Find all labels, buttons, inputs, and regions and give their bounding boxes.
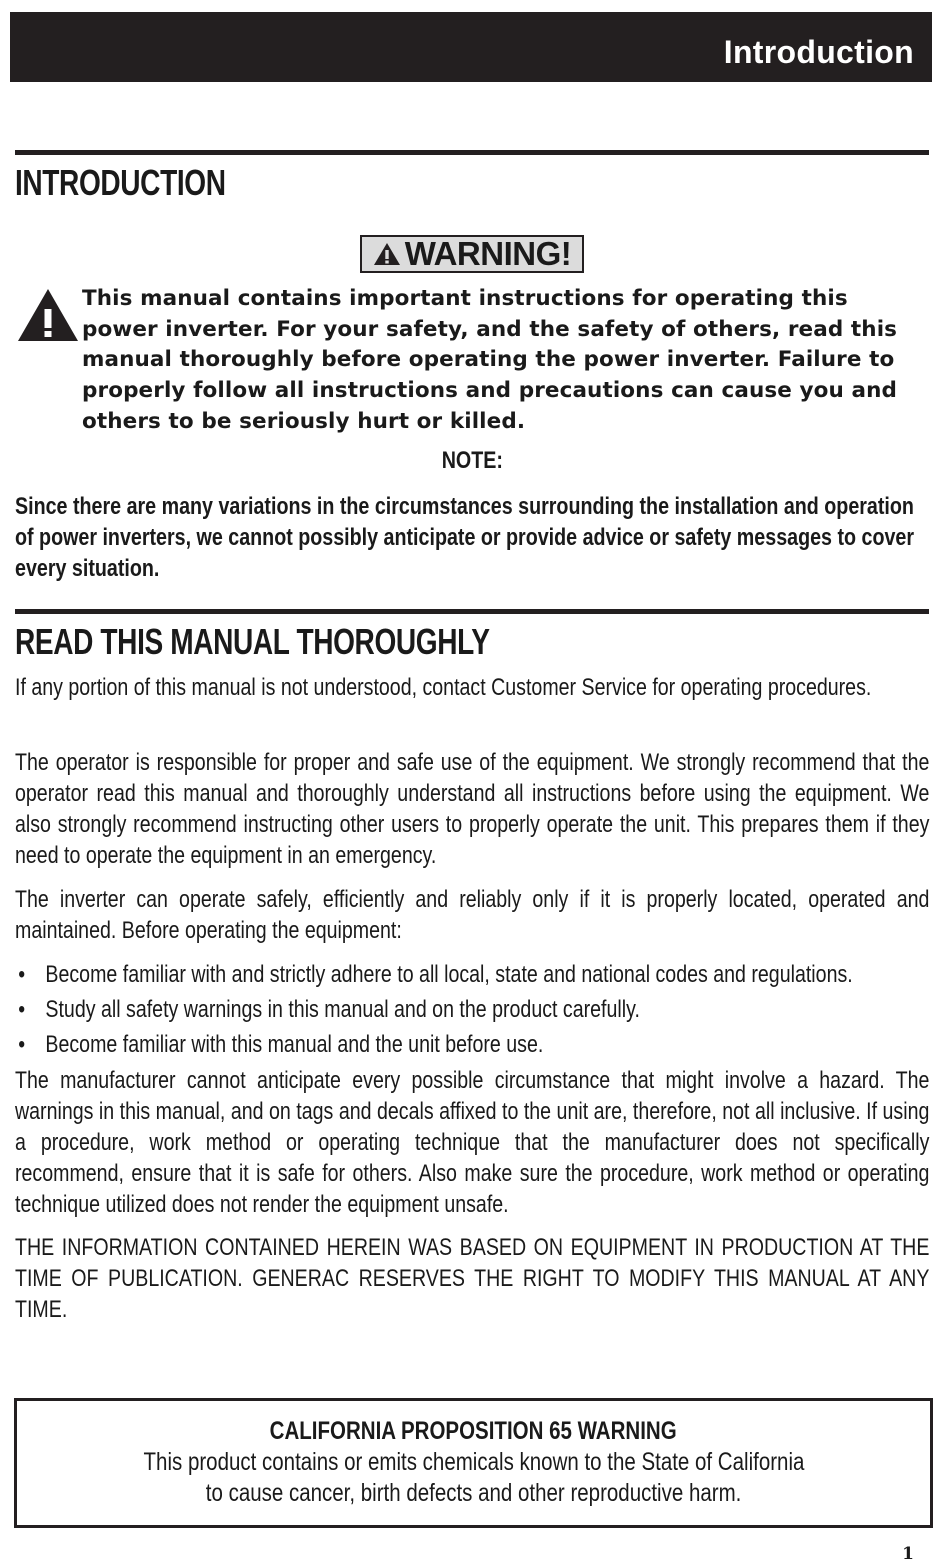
prop65-line-text: to cause cancer, birth defects and other reproductive harm. [205,1479,742,1507]
bullet-marker: • [18,961,26,988]
prop65-line [17,1448,930,1477]
introduction-heading: INTRODUCTION [15,162,226,203]
list-item [15,1029,929,1060]
note-label [0,447,944,475]
note-text: Since there are many variations in the circumstances surrounding the installation and operation of power inverters, we cannot possibly anticipate or provide advice or safety messages to cover every situation. [15,493,915,582]
prop65-line-text: This product contains or emits chemicals known to the State of California [143,1448,804,1476]
note-label-text: NOTE: [441,447,503,474]
warning-text: This manual contains important instructions for operating this power inverter. For your safety, and the safety of others, read this manual thoroughly before operating the power inverter. Failure to properly follow all instructions and precautions can cause you and others to be seriously hurt or killed. [82,286,898,434]
bullet-text: Become familiar with this manual and the unit before use. [45,1031,544,1058]
list-item [15,959,929,990]
paragraph-operator-responsibility: The operator is responsible for proper and safe use of the equipment. We strongly recommend that the operator read this manual and thoroughly understand all instructions before using the equipment. We also strongly recommend instructing other users to properly operate the unit. This prepares them if they need to operate the equipment in an emergency. [15,749,930,869]
list-item [15,994,929,1025]
section-rule [15,609,929,614]
warning-label: WARNING! [404,235,572,272]
bullet-marker: • [18,996,26,1023]
safety-bullet-list [15,959,929,1064]
prop65-title [17,1417,930,1446]
bullet-marker: • [18,1031,26,1058]
page-number: 1 [902,1544,914,1564]
paragraph-inverter-operation: The inverter can operate safely, efficiently and reliably only if it is properly located, operated and maintained. Before operating the equipment: [15,886,930,944]
bullet-text: Study all safety warnings in this manual and on the product carefully. [45,996,640,1023]
prop65-warning-box [14,1398,933,1528]
prop65-title-text: CALIFORNIA PROPOSITION 65 WARNING [269,1417,677,1445]
prop65-line [17,1479,930,1508]
section-rule [15,150,929,155]
read-manual-heading: READ THIS MANUAL THOROUGHLY [15,621,490,662]
warning-triangle-icon [373,242,401,266]
paragraph-disclaimer: THE INFORMATION CONTAINED HEREIN WAS BASED ON EQUIPMENT IN PRODUCTION AT THE TIME OF PUBLICATION. GENERAC RESERVES THE RIGHT TO MODIFY THIS MANUAL AT ANY TIME. [15,1234,930,1323]
bullet-text: Become familiar with and strictly adhere to all local, state and national codes and regulations. [45,961,853,988]
warning-triangle-icon [17,288,79,342]
warning-badge [360,235,584,273]
paragraph-customer-service: If any portion of this manual is not understood, contact Customer Service for operating procedures. [15,674,872,701]
paragraph-manufacturer-hazard: The manufacturer cannot anticipate every possible circumstance that might involve a hazard. The warnings in this manual, and on tags and decals affixed to the unit are, therefore, not all inclusive. If using a procedure, work method or operating technique that the manufacturer does not specifically recommend, ensure that it is safe for others. Also make sure the procedure, work method or operating technique utilized does not render the equipment unsafe. [15,1067,930,1218]
header-bar [10,12,932,82]
header-title: Introduction [723,34,914,70]
